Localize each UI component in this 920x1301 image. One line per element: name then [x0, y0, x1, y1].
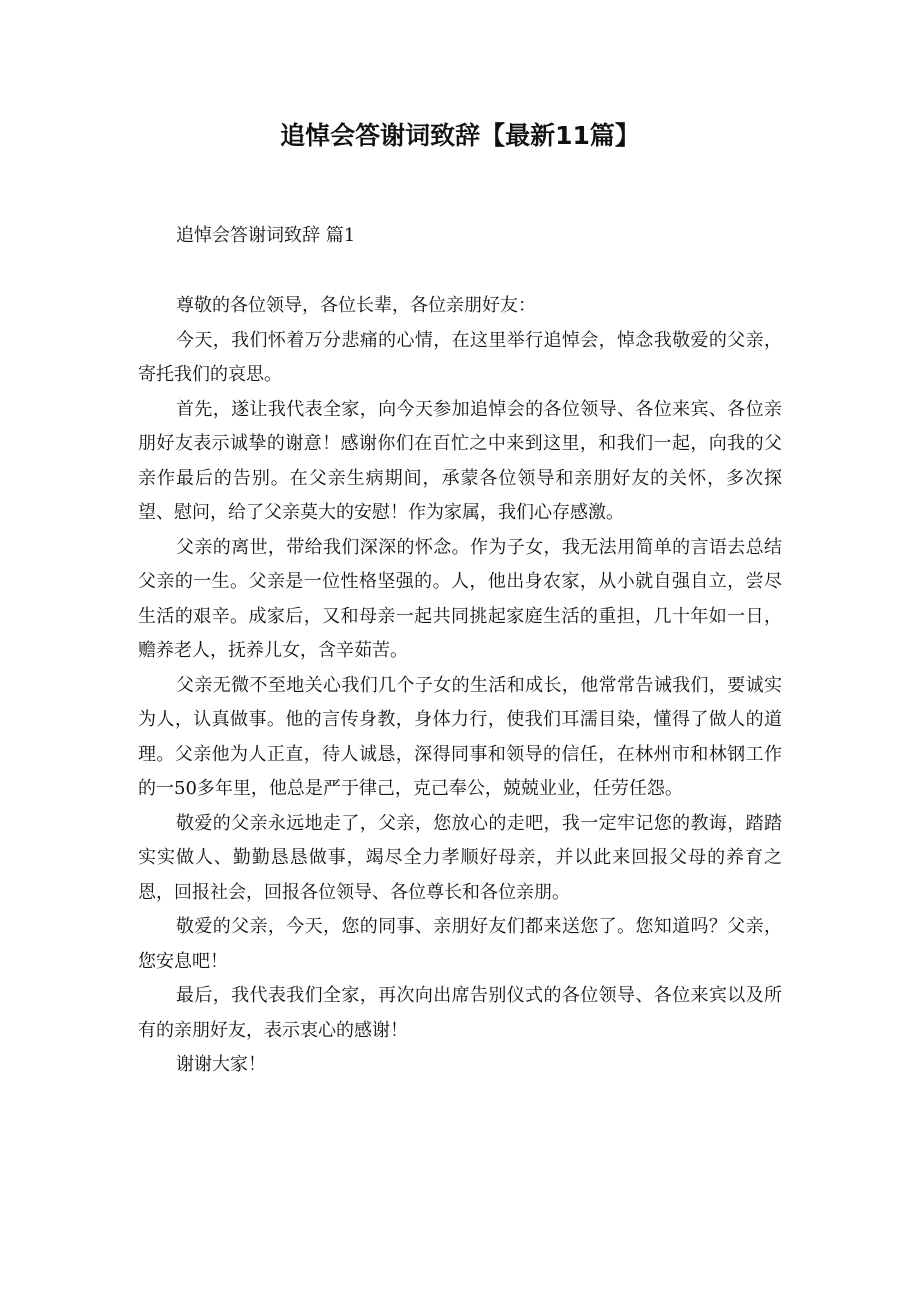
paragraph: 敬爱的父亲永远地走了，父亲，您放心的走吧，我一定牢记您的教诲，踏踏实实做人、勤勤恳恳做事，竭尽全力孝顺好母亲，并以此来回报父母的养育之恩，回报社会，回报各位领导、各位尊长和各位亲朋。: [138, 812, 782, 903]
section-heading: 追悼会答谢词致辞 篇1: [176, 225, 356, 246]
paragraph: 父亲的离世，带给我们深深的怀念。作为子女，我无法用简单的言语去总结父亲的一生。父亲是一位性格坚强的。人，他出身农家，从小就自强自立，尝尽生活的艰辛。成家后，又和母亲一起共同挑起家庭生活的重担，几十年如一日，赡养老人，抚养儿女，含辛茹苦。: [138, 536, 782, 661]
paragraph: 父亲无微不至地关心我们几个子女的生活和成长，他常常告诫我们，要诚实为人，认真做事。他的言传身教，身体力行，使我们耳濡目染，懂得了做人的道理。父亲他为人正直，待人诚恳，深得同事和领导的信任，在林州市和林钢工作的一50多年里，他总是严于律己，克己奉公，兢兢业业，任劳任怨。: [138, 674, 782, 799]
paragraph-closing: 谢谢大家！: [176, 1054, 266, 1075]
paragraph: 敬爱的父亲，今天，您的同事、亲朋好友们都来送您了。您知道吗？父亲，您安息吧！: [138, 916, 782, 972]
paragraph: 最后，我代表我们全家，再次向出席告别仪式的各位领导、各位来宾以及所有的亲朋好友，表示衷心的感谢！: [138, 985, 782, 1041]
paragraph-salutation: 尊敬的各位领导，各位长辈，各位亲朋好友：: [176, 295, 536, 316]
paragraph: 首先，遂让我代表全家，向今天参加追悼会的各位领导、各位来宾、各位亲朋好友表示诚挚的谢意！感谢你们在百忙之中来到这里，和我们一起，向我的父亲作最后的告别。在父亲生病期间，承蒙各位领导和亲朋好友的关怀，多次探望、慰问，给了父亲莫大的安慰！作为家属，我们心存感激。: [138, 398, 782, 523]
document-body: [138, 289, 782, 1083]
paragraph: 今天，我们怀着万分悲痛的心情，在这里举行追悼会，悼念我敬爱的父亲，寄托我们的哀思。: [138, 329, 782, 385]
document-title: 追悼会答谢词致辞【最新11篇】: [280, 121, 640, 150]
